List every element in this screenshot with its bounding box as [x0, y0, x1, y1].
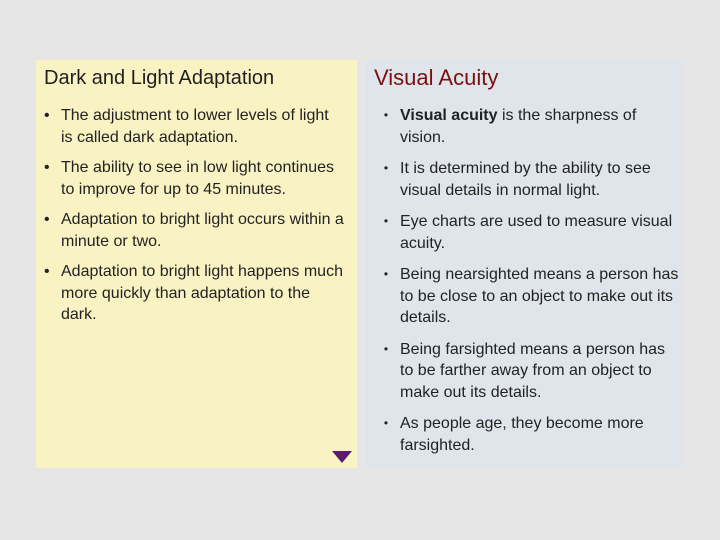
right-panel-title: Visual Acuity	[374, 65, 499, 90]
list-item	[372, 105, 680, 148]
list-item	[44, 157, 344, 200]
triangle-down-icon[interactable]	[332, 451, 352, 463]
visual-acuity-panel	[366, 60, 684, 468]
list-item-text: The ability to see in low light continues to improve for up to 45 minutes.	[61, 159, 335, 198]
bullet-icon: •	[44, 159, 50, 176]
bold-term: Visual acuity	[400, 107, 498, 124]
list-item	[372, 158, 680, 201]
list-item	[44, 261, 344, 326]
list-item	[372, 211, 680, 254]
list-item-text: As people age, they become more farsighted.	[400, 415, 644, 454]
bullet-icon: •	[383, 161, 389, 175]
list-item-text: The adjustment to lower levels of light is called dark adaptation.	[61, 107, 329, 146]
list-item	[372, 264, 680, 329]
list-item-text	[400, 105, 680, 148]
list-item-text: Eye charts are used to measure visual acuity.	[400, 213, 673, 252]
right-bullet-list	[372, 105, 680, 466]
bullet-icon: •	[44, 211, 50, 228]
list-item-text: Being farsighted means a person has to be farther away from an object to make out its details.	[400, 340, 666, 401]
bullet-icon: •	[383, 341, 389, 356]
list-item-text: It is determined by the ability to see visual details in normal light.	[400, 160, 651, 199]
bullet-icon: •	[383, 108, 389, 122]
list-item	[44, 105, 344, 148]
bullet-icon: •	[383, 214, 389, 228]
dark-light-adaptation-panel	[36, 60, 357, 468]
list-item	[372, 413, 680, 456]
list-item	[372, 339, 680, 404]
left-bullet-list	[44, 105, 344, 335]
bullet-icon: •	[44, 263, 50, 280]
left-panel-title: Dark and Light Adaptation	[44, 67, 275, 89]
bullet-icon: •	[44, 107, 50, 124]
bullet-icon: •	[383, 267, 389, 281]
list-item-rest: is the sharpness of vision.	[400, 107, 637, 146]
list-item-text: Adaptation to bright light occurs within a minute or two.	[61, 211, 344, 250]
list-item	[44, 209, 344, 252]
list-item-text: Adaptation to bright light happens much more quickly than adaptation to the dark.	[61, 263, 343, 323]
list-item-text: Being nearsighted means a person has to be close to an object to make out its details.	[400, 266, 679, 326]
bullet-icon: •	[383, 416, 389, 430]
